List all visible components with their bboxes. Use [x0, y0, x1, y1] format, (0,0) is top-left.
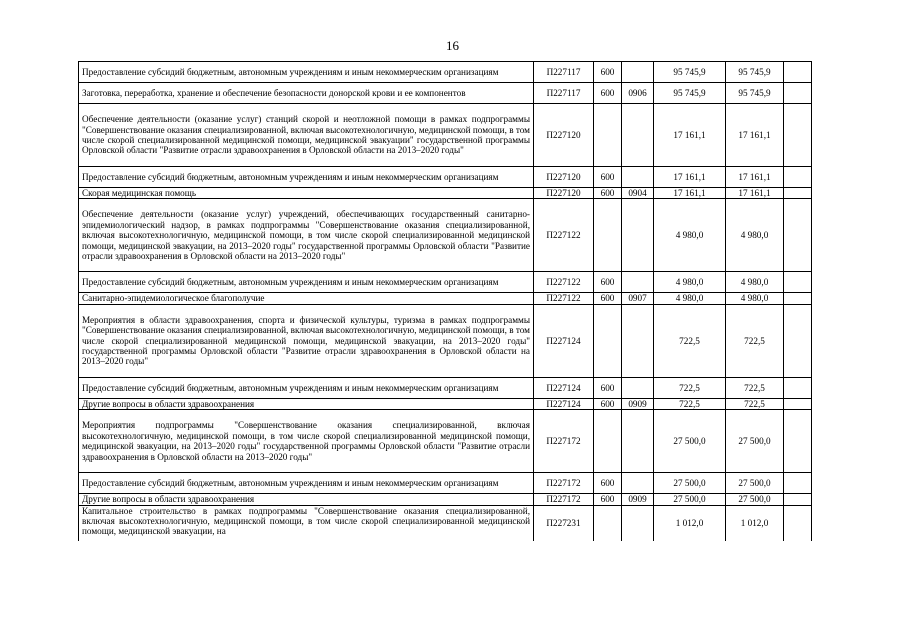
target-code: П227122 [534, 293, 594, 304]
row-description: Санитарно-эпидемиологическое благополучие [79, 293, 534, 304]
target-code: П227124 [534, 304, 594, 377]
amount-col-2: 17 161,1 [726, 167, 784, 188]
amount-col-1: 27 500,0 [654, 494, 726, 505]
empty-cell [784, 188, 812, 199]
expense-type: 600 [594, 398, 622, 409]
expense-type: 600 [594, 473, 622, 494]
amount-col-1: 27 500,0 [654, 473, 726, 494]
amount-col-2: 4 980,0 [726, 272, 784, 293]
expense-type: 600 [594, 377, 622, 398]
amount-col-1: 17 161,1 [654, 188, 726, 199]
row-description: Предоставление субсидий бюджетным, автономным учреждениям и иным некоммерческим организациям [79, 473, 534, 494]
amount-col-2: 95 745,9 [726, 83, 784, 104]
amount-col-1: 17 161,1 [654, 104, 726, 167]
empty-cell [784, 272, 812, 293]
amount-col-1: 4 980,0 [654, 272, 726, 293]
expense-type: 600 [594, 272, 622, 293]
expense-type [594, 104, 622, 167]
amount-col-1: 4 980,0 [654, 199, 726, 272]
empty-cell [784, 104, 812, 167]
empty-cell [784, 473, 812, 494]
row-description: Предоставление субсидий бюджетным, автономным учреждениям и иным некоммерческим организациям [79, 62, 534, 83]
amount-col-2: 95 745,9 [726, 62, 784, 83]
target-code: П227172 [534, 473, 594, 494]
section-code: 0906 [622, 83, 654, 104]
row-description: Мероприятия подпрограммы "Совершенствование оказания специализированной, включая высокотехнологичную, медицинской помощи, в том числе скорой специализированной медицинской помощи, медицинской эвакуации, на 2013–2020 годы" государственной программы Орловской области "Развитие отрасли здравоохранения в Орловской области на 2013–2020 годы" [79, 410, 534, 473]
expense-type [594, 410, 622, 473]
amount-col-1: 17 161,1 [654, 167, 726, 188]
section-code [622, 473, 654, 494]
amount-col-2: 4 980,0 [726, 199, 784, 272]
empty-cell [784, 494, 812, 505]
row-description: Предоставление субсидий бюджетным, автономным учреждениям и иным некоммерческим организациям [79, 272, 534, 293]
amount-col-2: 17 161,1 [726, 104, 784, 167]
target-code: П227231 [534, 505, 594, 541]
section-code [622, 377, 654, 398]
expense-type: 600 [594, 167, 622, 188]
table-row [79, 62, 812, 83]
table-row [79, 104, 812, 167]
section-code: 0904 [622, 188, 654, 199]
target-code: П227120 [534, 188, 594, 199]
amount-col-2: 27 500,0 [726, 410, 784, 473]
amount-col-1: 722,5 [654, 377, 726, 398]
table-row [79, 304, 812, 377]
empty-cell [784, 377, 812, 398]
target-code: П227120 [534, 104, 594, 167]
amount-col-2: 27 500,0 [726, 494, 784, 505]
section-code: 0907 [622, 293, 654, 304]
budget-table [78, 61, 812, 541]
row-description: Капитальное строительство в рамках подпрограммы "Совершенствование оказания специализированной, включая высокотехнологичную, медицинской помощи, в том числе скорой специализированной медицинской помощи, медицинской эвакуации, на [79, 505, 534, 541]
table-row [79, 83, 812, 104]
section-code: 0909 [622, 398, 654, 409]
row-description: Заготовка, переработка, хранение и обеспечение безопасности донорской крови и ее компонентов [79, 83, 534, 104]
table-row [79, 293, 812, 304]
target-code: П227117 [534, 83, 594, 104]
amount-col-1: 27 500,0 [654, 410, 726, 473]
expense-type: 600 [594, 188, 622, 199]
target-code: П227122 [534, 199, 594, 272]
row-description: Скорая медицинская помощь [79, 188, 534, 199]
empty-cell [784, 199, 812, 272]
amount-col-2: 1 012,0 [726, 505, 784, 541]
target-code: П227124 [534, 398, 594, 409]
section-code [622, 505, 654, 541]
expense-type: 600 [594, 62, 622, 83]
table-row [79, 188, 812, 199]
empty-cell [784, 293, 812, 304]
table-row [79, 272, 812, 293]
amount-col-2: 4 980,0 [726, 293, 784, 304]
table-row [79, 494, 812, 505]
target-code: П227172 [534, 410, 594, 473]
empty-cell [784, 410, 812, 473]
amount-col-1: 95 745,9 [654, 62, 726, 83]
table-row [79, 410, 812, 473]
amount-col-2: 27 500,0 [726, 473, 784, 494]
expense-type [594, 505, 622, 541]
empty-cell [784, 83, 812, 104]
section-code [622, 304, 654, 377]
table-row [79, 377, 812, 398]
amount-col-1: 722,5 [654, 398, 726, 409]
amount-col-1: 1 012,0 [654, 505, 726, 541]
amount-col-2: 722,5 [726, 377, 784, 398]
row-description: Предоставление субсидий бюджетным, автономным учреждениям и иным некоммерческим организациям [79, 167, 534, 188]
expense-type: 600 [594, 494, 622, 505]
empty-cell [784, 398, 812, 409]
target-code: П227122 [534, 272, 594, 293]
amount-col-2: 722,5 [726, 398, 784, 409]
row-description: Обеспечение деятельности (оказание услуг) станций скорой и неотложной помощи в рамках подпрограммы "Совершенствование оказания специализированной, включая высокотехнологичную, медицинской помощи, в том числе скорой специализированной медицинской помощи, медицинской эвакуации" государственной программы Орловской области "Развитие отрасли здравоохранения в Орловской области на 2013–2020 годы" [79, 104, 534, 167]
target-code: П227120 [534, 167, 594, 188]
table-row [79, 473, 812, 494]
section-code: 0909 [622, 494, 654, 505]
section-code [622, 410, 654, 473]
expense-type: 600 [594, 83, 622, 104]
empty-cell [784, 62, 812, 83]
section-code [622, 62, 654, 83]
expense-type [594, 304, 622, 377]
target-code: П227172 [534, 494, 594, 505]
table-row [79, 199, 812, 272]
table-row [79, 398, 812, 409]
page-number: 16 [446, 38, 459, 53]
empty-cell [784, 167, 812, 188]
section-code [622, 199, 654, 272]
row-description: Предоставление субсидий бюджетным, автономным учреждениям и иным некоммерческим организациям [79, 377, 534, 398]
amount-col-2: 722,5 [726, 304, 784, 377]
amount-col-1: 4 980,0 [654, 293, 726, 304]
row-description: Другие вопросы в области здравоохранения [79, 494, 534, 505]
table-row [79, 505, 812, 541]
target-code: П227124 [534, 377, 594, 398]
empty-cell [784, 505, 812, 541]
section-code [622, 272, 654, 293]
amount-col-1: 722,5 [654, 304, 726, 377]
section-code [622, 167, 654, 188]
target-code: П227117 [534, 62, 594, 83]
expense-type [594, 199, 622, 272]
row-description: Другие вопросы в области здравоохранения [79, 398, 534, 409]
section-code [622, 104, 654, 167]
amount-col-2: 17 161,1 [726, 188, 784, 199]
empty-cell [784, 304, 812, 377]
expense-type: 600 [594, 293, 622, 304]
row-description: Мероприятия в области здравоохранения, спорта и физической культуры, туризма в рамках подпрограммы "Совершенствование оказания специализированной, включая высокотехнологичную, медицинской помощи, в том числе скорой специализированной медицинской помощи, медицинской эвакуации, на 2013–2020 годы" государственной программы Орловской области "Развитие отрасли здравоохранения в Орловской области на 2013–2020 годы" [79, 304, 534, 377]
amount-col-1: 95 745,9 [654, 83, 726, 104]
row-description: Обеспечение деятельности (оказание услуг) учреждений, обеспечивающих государственный санитарно-эпидемиологический надзор, в рамках подпрограммы "Совершенствование оказания специализированной, включая высокотехнологичную, медицинской помощи, в том числе скорой специализированной медицинской помощи, медицинской эвакуации, на 2013–2020 годы" государственной программы Орловской области "Развитие отрасли здравоохранения в Орловской области на 2013–2020 годы" [79, 199, 534, 272]
table-row [79, 167, 812, 188]
